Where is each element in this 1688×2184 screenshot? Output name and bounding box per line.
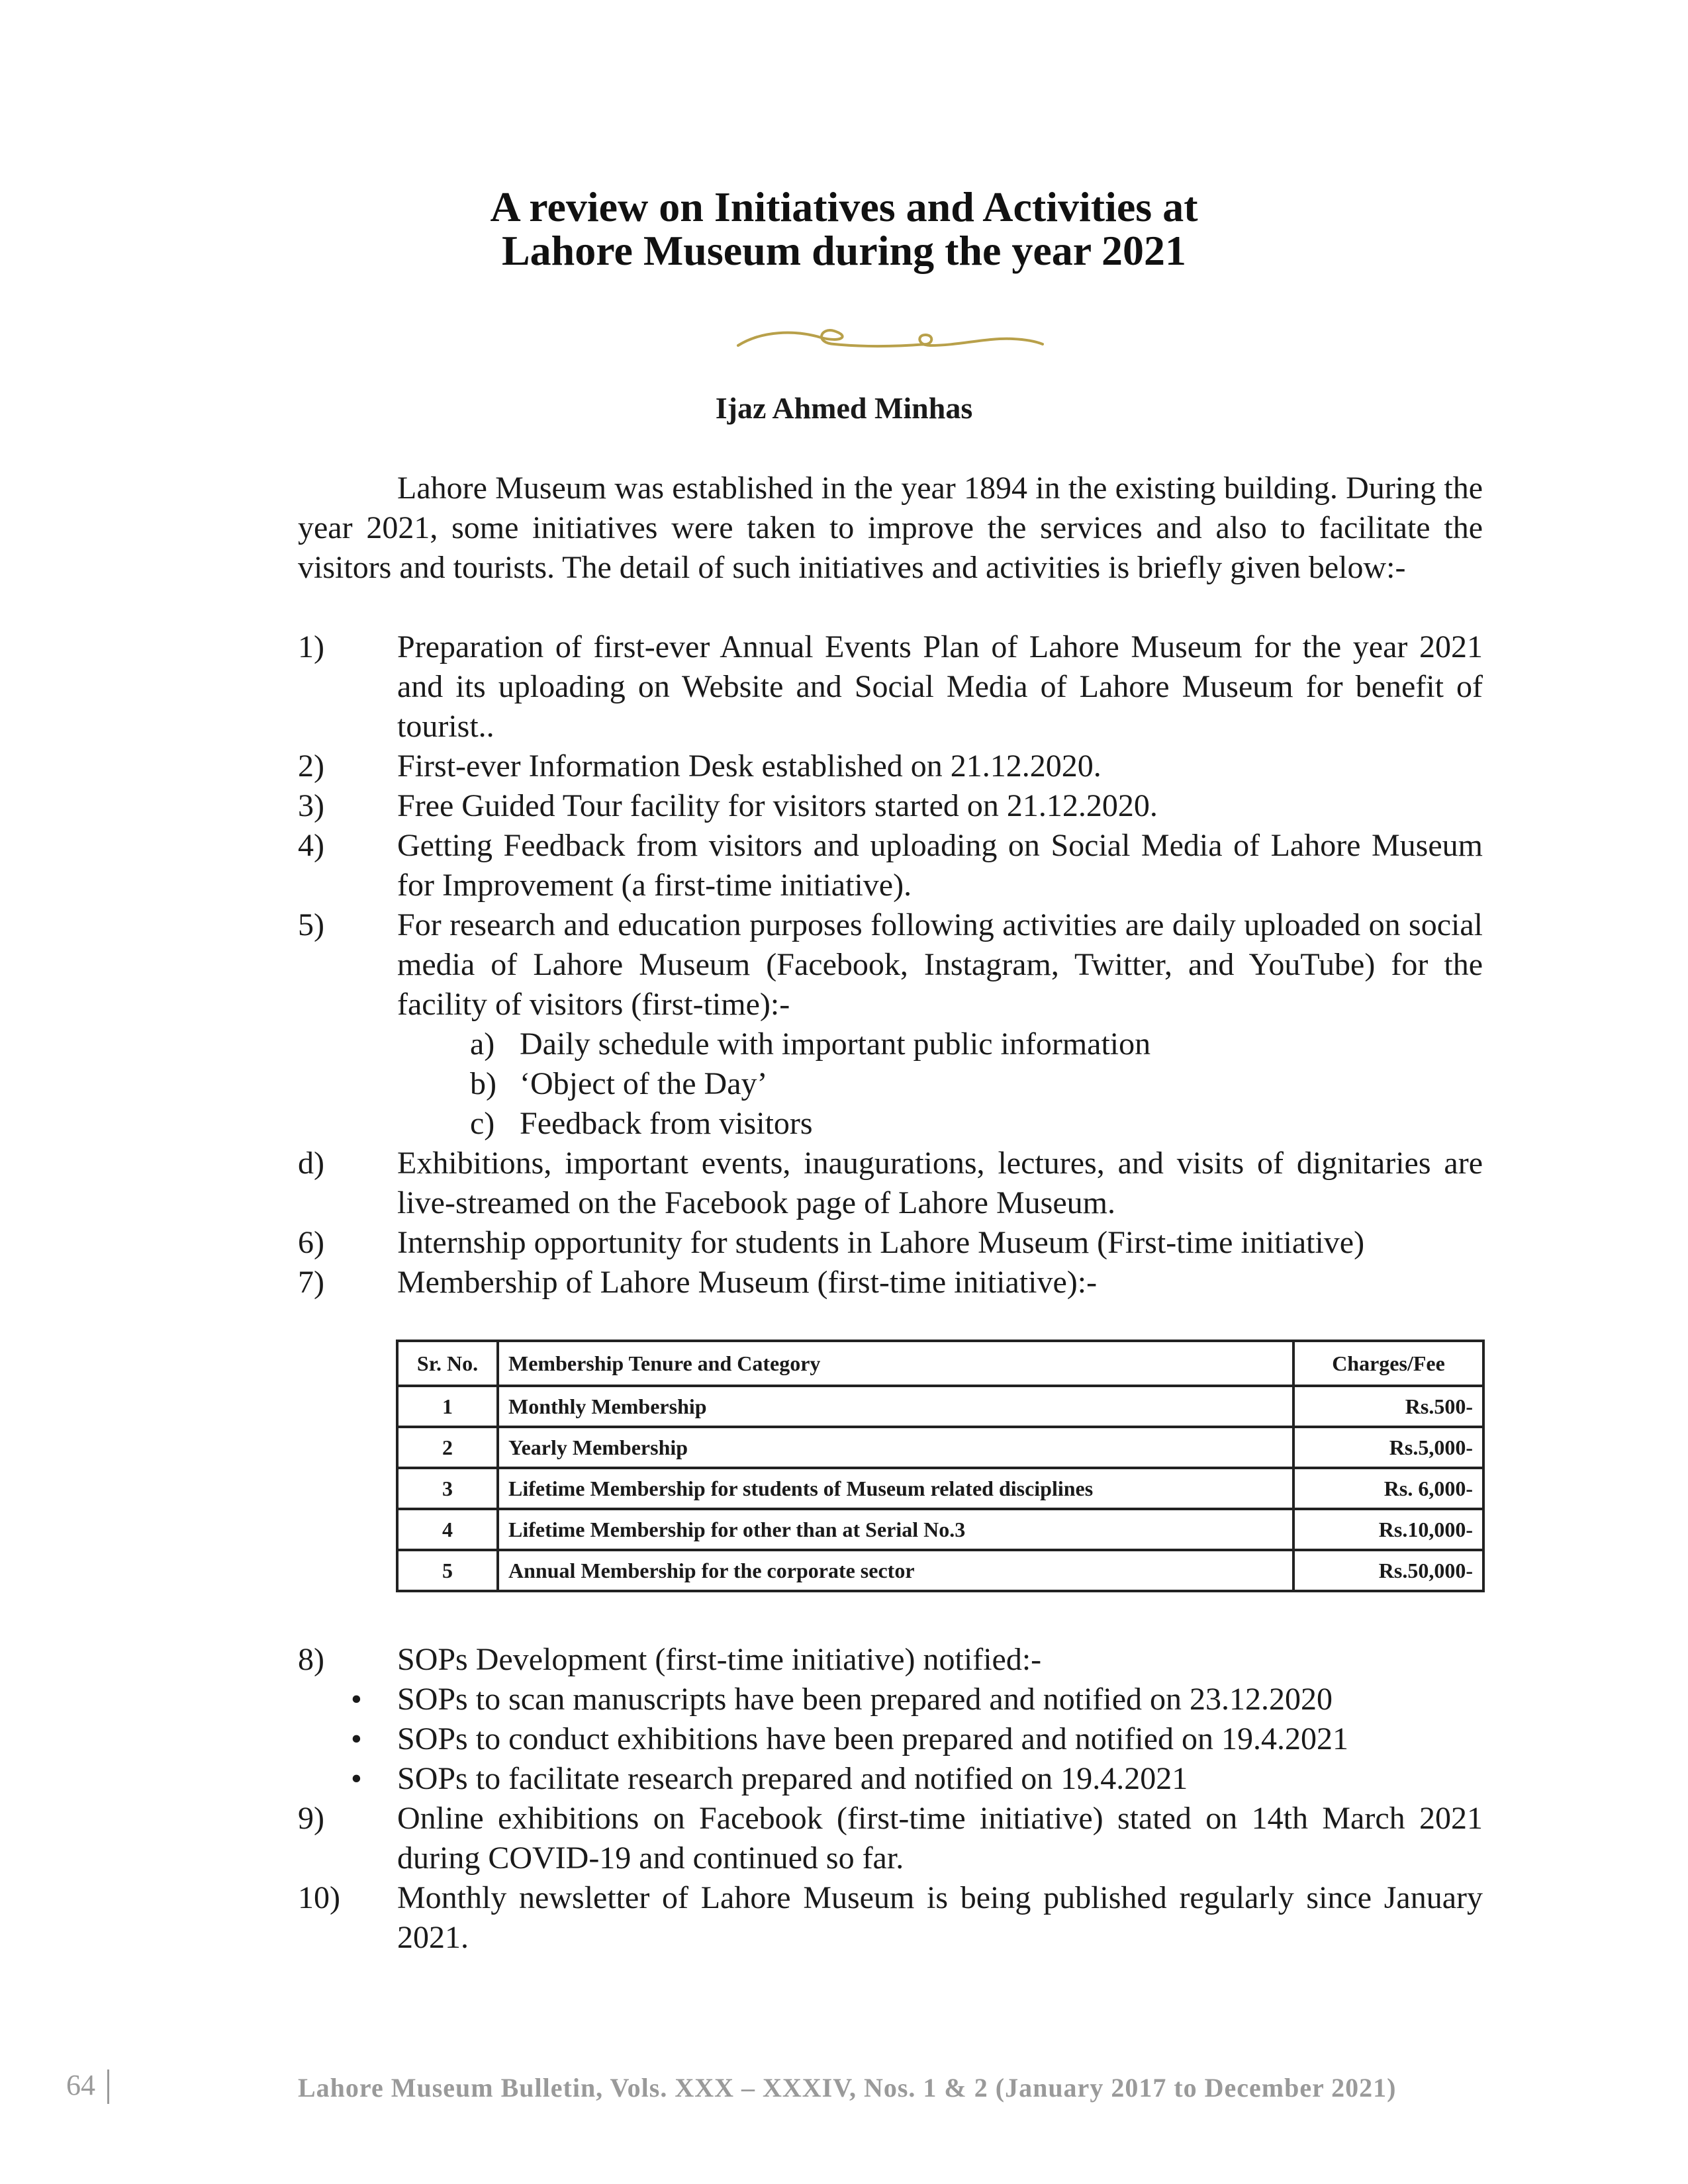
header-category: Membership Tenure and Category [498,1341,1293,1386]
intro-paragraph [298,469,1483,588]
item-text: For research and education purposes following activities are daily uploaded on social media of Lahore Museum (Facebook, Instagram, Twitter, and YouTube) for the facility of visitors (first-time):- [397,907,1483,1022]
decorative-flourish-icon [735,318,1046,357]
cell-fee: Rs.500- [1293,1386,1483,1427]
intro-text: Lahore Museum was established in the year 1894 in the existing building. During the year 2021, some initiatives were taken to improve the services and also to facilitate the visitors and tourists. The detail of such initiatives and activities is briefly given below:- [298,471,1483,585]
item-text: Membership of Lahore Museum (first-time initiative):- [397,1265,1098,1300]
item-number: 7) [298,1265,324,1300]
item-number: 3) [298,788,324,823]
bullet-text: SOPs to scan manuscripts have been prepared and notified on 23.12.2020 [397,1682,1333,1717]
sub-item-text: Feedback from visitors [520,1106,813,1141]
item-number: 4) [298,828,324,863]
bullet-item [298,1680,1483,1719]
cell-sr-no: 3 [397,1468,498,1509]
item-text: Preparation of first-ever Annual Events Plan of Lahore Museum for the year 2021 and its uploading on Website and Social Media of Lahore Museum for benefit of tourist.. [397,629,1483,744]
list-item [298,1263,1483,1302]
list-item [298,1144,1483,1223]
list-item [298,747,1483,786]
item-number: 1) [298,629,324,664]
sub-item-letter: b) [470,1066,496,1101]
table-row [397,1468,1483,1509]
list-item [298,905,1483,1024]
initiatives-list-continued [298,1640,1483,1958]
table-row [397,1386,1483,1427]
item-number: 2) [298,749,324,784]
bullet-icon: • [351,1761,362,1796]
bullet-item [298,1719,1483,1759]
sub-list-item [298,1024,1483,1064]
list-item [298,826,1483,905]
item-number: 8) [298,1642,324,1677]
cell-sr-no: 1 [397,1386,498,1427]
title-line-1: A review on Initiatives and Activities at [490,183,1198,230]
page-number-divider [107,2070,109,2104]
item-text: First-ever Information Desk established on 21.12.2020. [397,749,1102,784]
cell-sr-no: 5 [397,1550,498,1591]
sub-list-item [298,1104,1483,1144]
table-row [397,1427,1483,1468]
journal-citation: Lahore Museum Bulletin, Vols. XXX – XXXIV, Nos. 1 & 2 (January 2017 to December 2021) [298,2073,1397,2103]
list-item [298,1799,1483,1878]
item-text: Monthly newsletter of Lahore Museum is being published regularly since January 2021. [397,1880,1483,1955]
item-text: Getting Feedback from visitors and uploading on Social Media of Lahore Museum for Improvement (a first-time initiative). [397,828,1483,903]
page-title [0,185,1688,273]
item-number: 6) [298,1225,324,1260]
initiatives-list [298,627,1483,1302]
table-row [397,1550,1483,1591]
item-text: Free Guided Tour facility for visitors started on 21.12.2020. [397,788,1158,823]
item-text: Exhibitions, important events, inaugurations, lectures, and visits of dignitaries are live-streamed on the Facebook page of Lahore Museum. [397,1146,1483,1220]
header-sr-no: Sr. No. [397,1341,498,1386]
item-number: d) [298,1146,324,1181]
page-number: 64 [66,2069,95,2101]
cell-category: Annual Membership for the corporate sector [498,1550,1293,1591]
sub-item-text: ‘Object of the Day’ [520,1066,768,1101]
item-number: 10) [298,1880,340,1915]
list-item [298,786,1483,826]
cell-sr-no: 2 [397,1427,498,1468]
cell-fee: Rs.5,000- [1293,1427,1483,1468]
cell-fee: Rs.10,000- [1293,1509,1483,1550]
sub-item-text: Daily schedule with important public information [520,1026,1151,1062]
header-fee: Charges/Fee [1293,1341,1483,1386]
list-item [298,1223,1483,1263]
bullet-icon: • [351,1682,362,1717]
table-header-row [397,1341,1483,1386]
bullet-item [298,1759,1483,1799]
cell-category: Lifetime Membership for students of Museum related disciplines [498,1468,1293,1509]
list-item [298,627,1483,747]
page-footer [0,2068,1688,2101]
sub-item-letter: c) [470,1106,495,1141]
item-text: Online exhibitions on Facebook (first-time initiative) stated on 14th March 2021 during COVID-19 and continued so far. [397,1801,1483,1876]
cell-fee: Rs. 6,000- [1293,1468,1483,1509]
list-item [298,1878,1483,1958]
table-row [397,1509,1483,1550]
cell-category: Monthly Membership [498,1386,1293,1427]
sub-item-letter: a) [470,1026,495,1062]
item-number: 5) [298,907,324,942]
cell-fee: Rs.50,000- [1293,1550,1483,1591]
membership-table [396,1340,1485,1592]
list-item [298,1640,1483,1680]
bullet-icon: • [351,1721,362,1756]
cell-category: Lifetime Membership for other than at Serial No.3 [498,1509,1293,1550]
bullet-text: SOPs to conduct exhibitions have been prepared and notified on 19.4.2021 [397,1721,1349,1756]
title-line-2: Lahore Museum during the year 2021 [501,227,1187,274]
bullet-text: SOPs to facilitate research prepared and notified on 19.4.2021 [397,1761,1188,1796]
item-text: SOPs Development (first-time initiative) notified:- [397,1642,1042,1677]
cell-category: Yearly Membership [498,1427,1293,1468]
item-number: 9) [298,1801,324,1836]
item-text: Internship opportunity for students in Lahore Museum (First-time initiative) [397,1225,1365,1260]
author-name: Ijaz Ahmed Minhas [715,391,973,425]
sub-list-item [298,1064,1483,1104]
cell-sr-no: 4 [397,1509,498,1550]
